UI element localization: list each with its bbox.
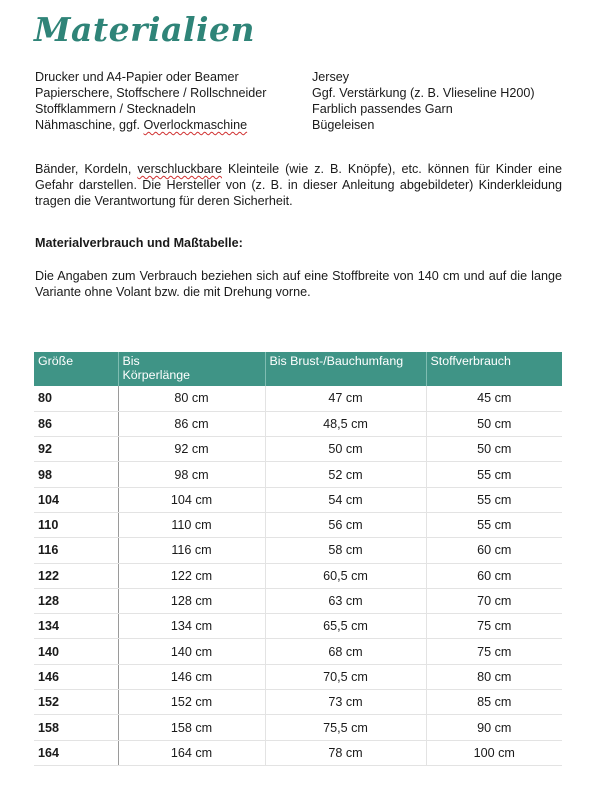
table-row: [34, 588, 562, 613]
body-length-cell: 140 cm: [118, 639, 265, 664]
size-cell: 134: [34, 614, 118, 639]
chest-cell: 56 cm: [265, 512, 426, 537]
column-header: [118, 352, 265, 386]
body-length-cell: 152 cm: [118, 690, 265, 715]
table-row: [34, 487, 562, 512]
fabric-usage-cell: 75 cm: [426, 614, 562, 639]
body-length-cell: 116 cm: [118, 538, 265, 563]
fabric-usage-cell: 60 cm: [426, 563, 562, 588]
fabric-usage-cell: 50 cm: [426, 437, 562, 462]
body-length-cell: 92 cm: [118, 437, 265, 462]
fabric-usage-cell: 75 cm: [426, 639, 562, 664]
usage-note-paragraph: Die Angaben zum Verbrauch beziehen sich auf eine Stoffbreite von 140 cm und auf die lange Variante ohne Volant bzw. die mit Drehung vorne.: [35, 269, 562, 299]
body-length-cell: 158 cm: [118, 715, 265, 740]
fabric-usage-cell: 85 cm: [426, 690, 562, 715]
material-item: Stoffklammern / Stecknadeln: [35, 102, 196, 116]
table-row: [34, 462, 562, 487]
table-row: [34, 386, 562, 411]
size-cell: 98: [34, 462, 118, 487]
fabric-usage-cell: 70 cm: [426, 588, 562, 613]
spellcheck-flagged-word[interactable]: verschluckbare: [137, 162, 223, 176]
materials-list-right: [312, 69, 535, 133]
body-length-cell: 104 cm: [118, 487, 265, 512]
body-length-cell: 110 cm: [118, 512, 265, 537]
spellcheck-flagged-word[interactable]: Overlockmaschine: [143, 118, 248, 132]
chest-cell: 68 cm: [265, 639, 426, 664]
fabric-usage-cell: 90 cm: [426, 715, 562, 740]
body-length-cell: 134 cm: [118, 614, 265, 639]
material-item: Farblich passendes Garn: [312, 102, 453, 116]
table-row: [34, 614, 562, 639]
table-header-row: [34, 352, 562, 386]
chest-cell: 47 cm: [265, 386, 426, 411]
chest-cell: 54 cm: [265, 487, 426, 512]
material-item: [35, 117, 266, 133]
section-heading: Materialverbrauch und Maßtabelle:: [35, 236, 243, 250]
size-cell: 86: [34, 411, 118, 436]
fabric-usage-cell: 50 cm: [426, 411, 562, 436]
body-length-cell: 86 cm: [118, 411, 265, 436]
size-cell: 104: [34, 487, 118, 512]
page-title: Materialien: [34, 10, 256, 49]
size-cell: 80: [34, 386, 118, 411]
fabric-usage-cell: 55 cm: [426, 487, 562, 512]
chest-cell: 60,5 cm: [265, 563, 426, 588]
body-length-cell: 146 cm: [118, 664, 265, 689]
column-header-line: Bis: [122, 354, 140, 368]
chest-cell: 78 cm: [265, 740, 426, 765]
fabric-usage-cell: 100 cm: [426, 740, 562, 765]
table-row: [34, 664, 562, 689]
chest-cell: 65,5 cm: [265, 614, 426, 639]
chest-cell: 63 cm: [265, 588, 426, 613]
table-row: [34, 563, 562, 588]
chest-cell: 75,5 cm: [265, 715, 426, 740]
body-length-cell: 98 cm: [118, 462, 265, 487]
fabric-usage-cell: 45 cm: [426, 386, 562, 411]
table-row: [34, 512, 562, 537]
chest-cell: 50 cm: [265, 437, 426, 462]
column-header-text: [123, 354, 191, 382]
table-body: [34, 386, 562, 765]
size-cell: 122: [34, 563, 118, 588]
materials-list-left: [35, 69, 266, 133]
table-row: [34, 411, 562, 436]
warning-text: Kleinteile (wie z. B. Knöpfe), etc. können für Kinder eine Gefahr darstellen. Die Hersteller von (z. B. in dieser Anleitung abgebildeter) Kinderkleidung tragen die Verantwortung für deren Sicherheit.: [35, 162, 562, 208]
size-cell: 140: [34, 639, 118, 664]
size-cell: 152: [34, 690, 118, 715]
size-cell: 92: [34, 437, 118, 462]
size-cell: 158: [34, 715, 118, 740]
size-cell: 128: [34, 588, 118, 613]
chest-cell: 52 cm: [265, 462, 426, 487]
table-row: [34, 639, 562, 664]
column-header-line: Körperlänge: [122, 368, 191, 382]
body-length-cell: 164 cm: [118, 740, 265, 765]
size-cell: 164: [34, 740, 118, 765]
body-length-cell: 122 cm: [118, 563, 265, 588]
table-row: [34, 538, 562, 563]
column-header: Bis Brust-/Bauchumfang: [265, 352, 426, 386]
material-item-text: Nähmaschine, ggf.: [35, 118, 144, 132]
chest-cell: 70,5 cm: [265, 664, 426, 689]
size-cell: 110: [34, 512, 118, 537]
warning-text: Bänder, Kordeln,: [35, 162, 138, 176]
material-item: Drucker und A4-Papier oder Beamer: [35, 70, 239, 84]
chest-cell: 73 cm: [265, 690, 426, 715]
material-item: Ggf. Verstärkung (z. B. Vlieseline H200): [312, 86, 535, 100]
chest-cell: 58 cm: [265, 538, 426, 563]
body-length-cell: 128 cm: [118, 588, 265, 613]
chest-cell: 48,5 cm: [265, 411, 426, 436]
table-row: [34, 715, 562, 740]
size-cell: 116: [34, 538, 118, 563]
fabric-usage-cell: 55 cm: [426, 512, 562, 537]
size-table: [34, 352, 562, 766]
table-row: [34, 690, 562, 715]
safety-warning-paragraph: [35, 161, 562, 209]
size-cell: 146: [34, 664, 118, 689]
fabric-usage-cell: 55 cm: [426, 462, 562, 487]
table-row: [34, 740, 562, 765]
fabric-usage-cell: 80 cm: [426, 664, 562, 689]
material-item: Papierschere, Stoffschere / Rollschneider: [35, 86, 267, 100]
material-item: Bügeleisen: [312, 118, 375, 132]
column-header: Größe: [34, 352, 118, 386]
fabric-usage-cell: 60 cm: [426, 538, 562, 563]
column-header: Stoffverbrauch: [426, 352, 562, 386]
material-item: Jersey: [312, 70, 350, 84]
table-row: [34, 437, 562, 462]
body-length-cell: 80 cm: [118, 386, 265, 411]
